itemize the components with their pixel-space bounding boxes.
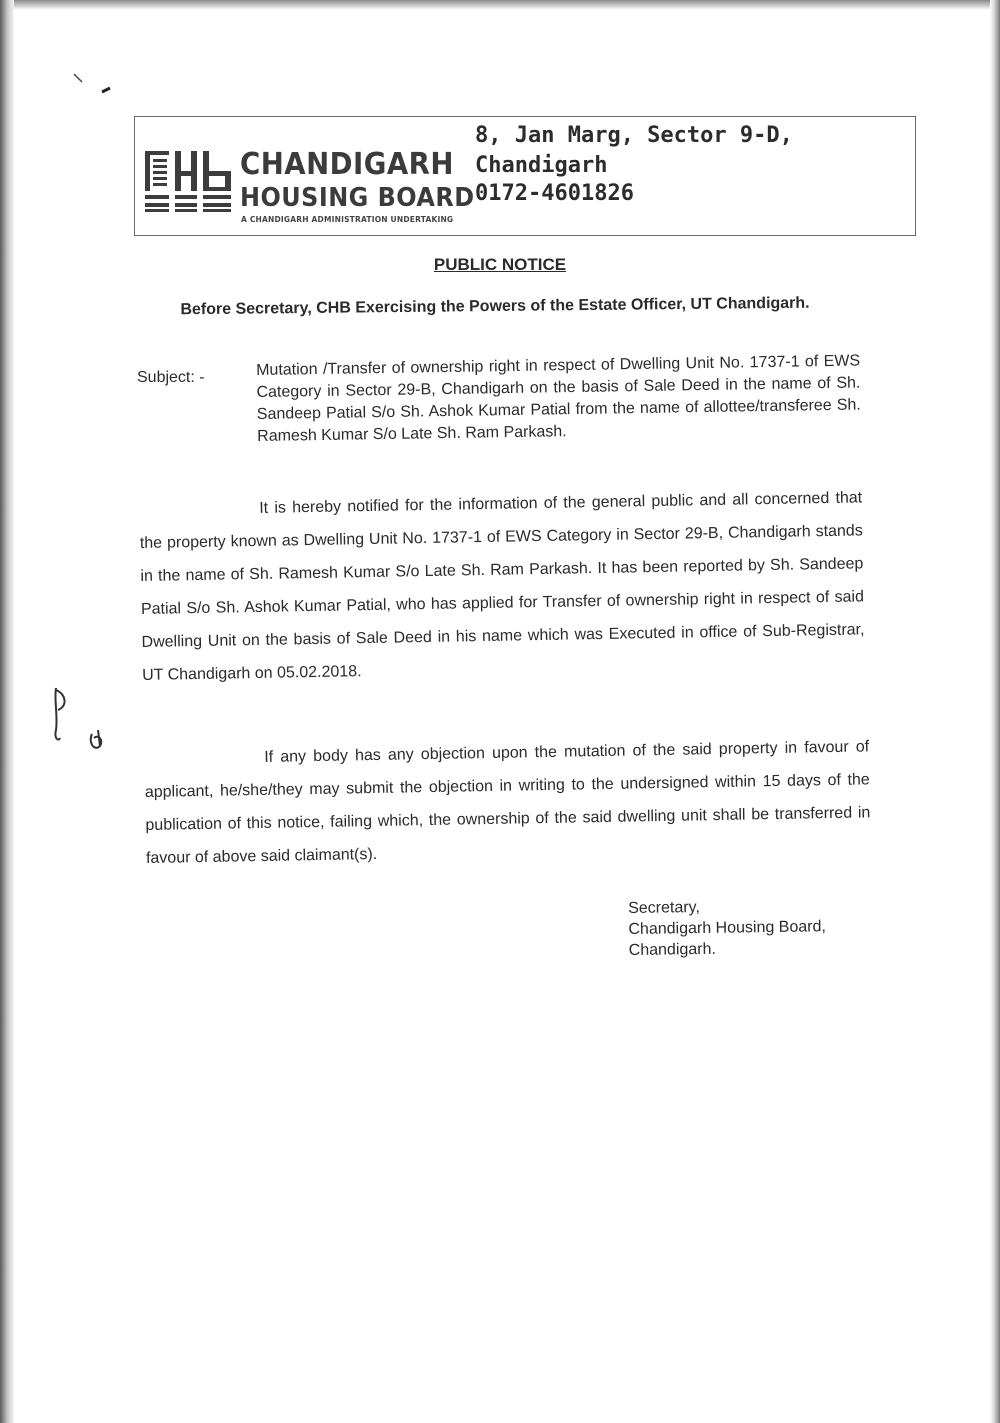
phone-number: 0172-4601826 [475,181,634,206]
signatory-title: Secretary, [628,898,700,917]
notice-paragraph-1: It is hereby notified for the information of the general public and all concerned that the property known as Dwelling Unit No. 1737-1 of EWS Category in Sector 29-B, Chandigarh stands in the name of Sh. Ramesh Kumar S/o Late Sh. Ram Parkash. It has been reported by Sh. Sandeep Patial S/o Sh. Ashok Kumar Patial, who has applied for Transfer of ownership right in respect of said Dwelling Unit on the basis of Sale Deed in his name which was Executed in office of Sub-Registrar, UT Chandigarh on 05.02.2018. [139,489,865,684]
scan-edge-left [0,0,14,1423]
signatory-city: Chandigarh. [628,940,717,959]
subject-text: Mutation /Transfer of ownership right in respect of Dwelling Unit No. 1737-1 of EWS Category in Sector 29-B, Chandigarh on the basis of Sale Deed in the name of Sh. Sandeep Patial S/o Sh. Ashok Kumar Patial from the name of allottee/transferee Sh. Ramesh Kumar S/o Late Sh. Ram Parkash. [256,352,861,445]
chb-building-logo-icon [145,151,233,215]
org-name-line1: CHANDIGARH [240,147,454,182]
address-line2: Chandigarh [475,153,608,178]
notice-title: PUBLIC NOTICE [433,255,567,274]
scan-edge-top [0,0,1000,10]
org-name-line2: HOUSING BOARD [240,183,475,213]
letterhead [134,116,916,236]
signatory-org: Chandigarh Housing Board, [628,918,827,938]
authority-line: Before Secretary, CHB Exercising the Powers of the Estate Officer, UT Chandigarh. [180,294,810,319]
address-line1: 8, Jan Marg, Sector 9-D, [475,123,793,148]
scan-edge-right [990,0,1000,1423]
handwritten-initials-icon [44,680,114,760]
signature-block [628,895,826,961]
notice-paragraph-2: If any body has any objection upon the mutation of the said property in favour of applicant, he/she/they may submit the objection in writing to the undersigned within 15 days of the publication of this notice, failing which, the ownership of the said dwelling unit shall be transferred in favour of above said claimant(s). [144,738,871,867]
pen-mark-icon [70,70,120,100]
org-tagline: A CHANDIGARH ADMINISTRATION UNDERTAKING [241,215,454,224]
subject-label: Subject: - [137,369,205,386]
